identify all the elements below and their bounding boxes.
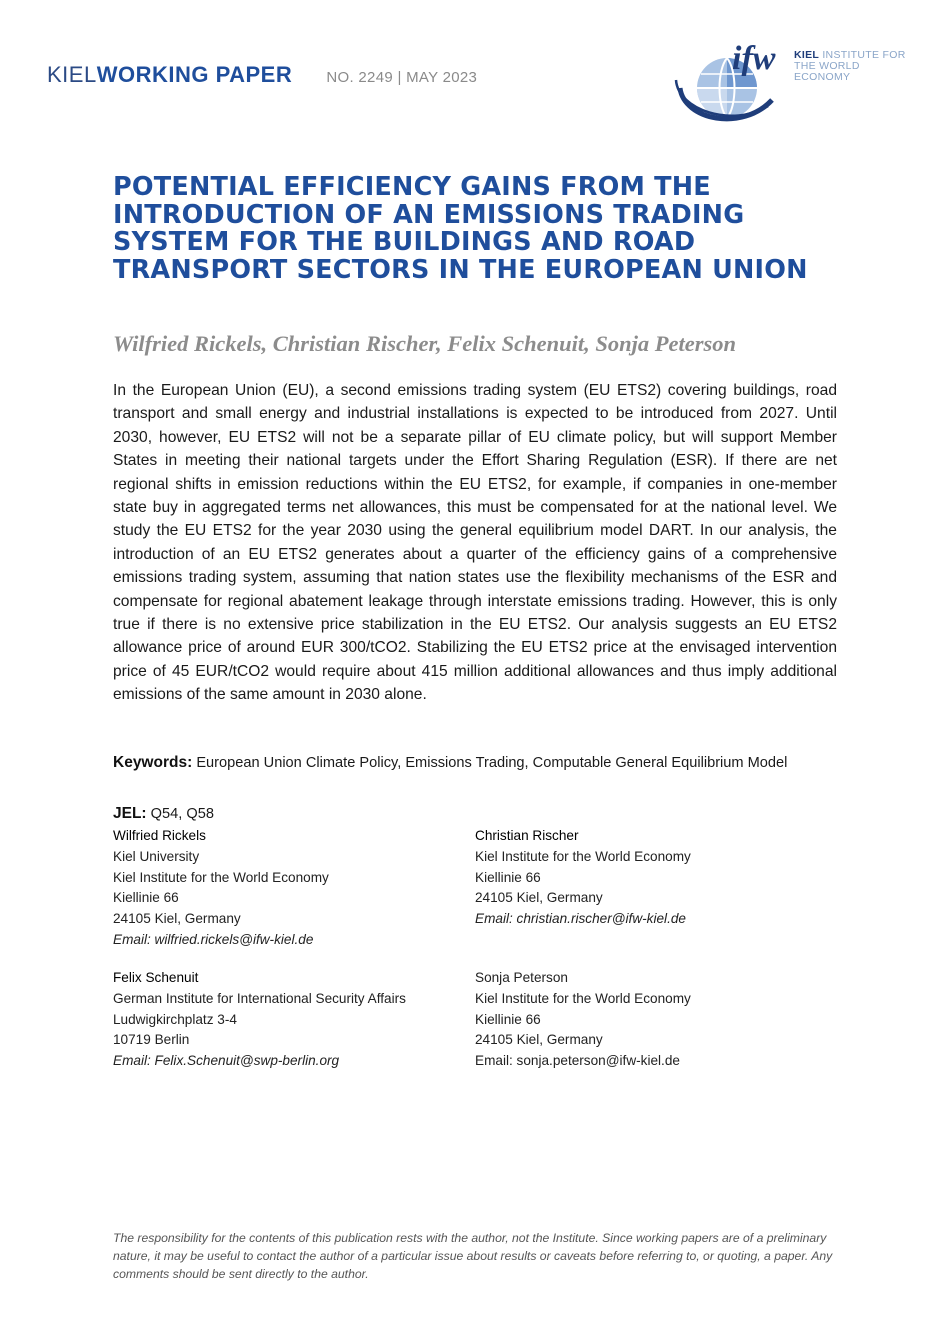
author-email: Email: wilfried.rickels@ifw-kiel.de [113,931,314,947]
affiliation-rickels [113,826,329,951]
address-line: 24105 Kiel, Germany [113,911,241,927]
address-line: Kiellinie 66 [475,869,541,885]
address-line: German Institute for International Security Affairs [113,990,406,1006]
author-name: Felix Schenuit [113,970,199,985]
author-name: Wilfried Rickels [113,828,206,843]
logo-name-line2: THE WORLD ECONOMY [794,60,860,83]
address-line: Kiel Institute for the World Economy [475,848,691,864]
address-line: 24105 Kiel, Germany [475,1032,603,1048]
logo-institute-name [794,50,917,83]
series-name: WORKING PAPER [96,62,293,87]
keywords [113,751,837,776]
author-name: Sonja Peterson [475,970,568,985]
series-prefix: KIEL [47,62,97,87]
address-line: Kiel University [113,848,200,864]
affiliation-peterson [475,968,691,1072]
logo-mark: ifw [732,40,776,77]
disclaimer-footer: The responsibility for the contents of this publication rests with the author, not the Institute. Since working papers are of a preliminary nature, it may be useful to contact the author of a particular issue about results or caveats before referring to, or quoting, a paper. Any comments should be sent directly to the author. [113,1231,833,1282]
paper-title: POTENTIAL EFFICIENCY GAINS FROM THE INTRODUCTION OF AN EMISSIONS TRADING SYSTEM FOR THE BUILDINGS AND ROAD TRANSPORT SECTORS IN THE EUROPEAN UNION [113,172,808,285]
address-line: 24105 Kiel, Germany [475,890,603,906]
author-email: Email: christian.rischer@ifw-kiel.de [475,911,686,927]
series-header [47,62,477,88]
address-line: Kiel Institute for the World Economy [113,869,329,885]
affiliation-rischer [475,826,691,930]
address-line: 10719 Berlin [113,1032,190,1048]
address-line: Kiellinie 66 [475,1011,541,1027]
logo-name-bold: KIEL [794,49,820,61]
keywords-label: Keywords: [113,754,193,771]
address-line: Ludwigkirchplatz 3-4 [113,1011,237,1027]
logo-name-line1: INSTITUTE FOR [822,49,906,61]
paper-authors: Wilfried Rickels, Christian Rischer, Felix Schenuit, Sonja Peterson [113,331,737,356]
address-line: Kiel Institute for the World Economy [475,990,691,1006]
issue-number-date: NO. 2249 | MAY 2023 [326,69,478,86]
ifw-logo [672,40,917,132]
jel-codes [113,805,214,823]
address-line: Kiellinie 66 [113,890,179,906]
jel-label: JEL: [113,805,147,822]
author-email: Email: Felix.Schenuit@swp-berlin.org [113,1053,340,1069]
affiliation-schenuit [113,968,406,1072]
abstract: In the European Union (EU), a second emissions trading system (EU ETS2) covering buildings, road transport and small energy and industrial installations is expected to be introduced from 2027. Until 2030, however, EU ETS2 will not be a separate pillar of EU climate policy, but will support Member States in meeting their national targets under the Effort Sharing Regulation (ESR). If there are net regional shifts in emission reductions within the EU ETS2, for example, if companies in one-member state buy in aggregated terms net allowances, this must be compensated for at the national level. We study the EU ETS2 for the year 2030 using the general equilibrium model DART. In our analysis, the introduction of an EU ETS2 generates about a quarter of the efficiency gains of a comprehensive emissions trading system, assuming that nation states use the flexibility mechanisms of the ESR and compensate for regional abatement leakage through interstate emissions trading. However, this is only true if there is no extensive price stabilization in the EU ETS2. Our analysis suggests an EU ETS2 allowance price of around EUR 300/tCO2. Stabilizing the EU ETS2 price at the envisaged intervention price of 45 EUR/tCO2 would require about 415 million additional allowances and thus imply additional emissions of the same amount in 2030 alone. [113,382,837,704]
jel-text: Q54, Q58 [150,806,214,822]
author-name: Christian Rischer [475,828,579,843]
author-email: Email: sonja.peterson@ifw-kiel.de [475,1053,680,1069]
keywords-text: European Union Climate Policy, Emissions Trading, Computable General Equilibrium Model [196,755,788,771]
